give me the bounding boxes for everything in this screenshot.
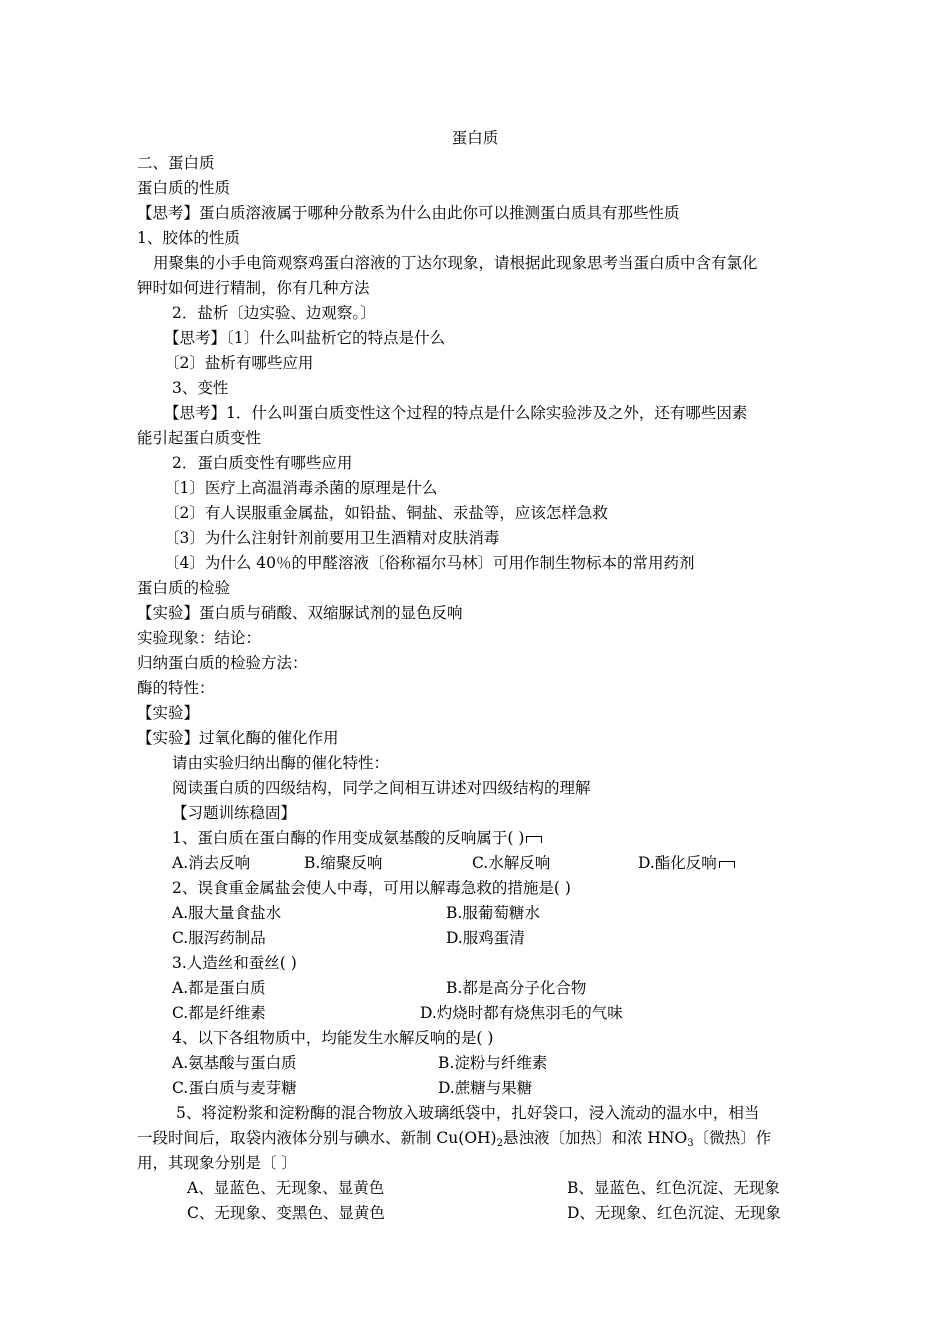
question-line: 〔3〕为什么注射针剂前要用卫生酒精对皮肤消毒 (164, 529, 500, 547)
option-c: C.服泻药制品 (172, 929, 266, 947)
question-5-stem-end: 用，其现象分别是〔 〕 (137, 1154, 297, 1172)
question-3-stem: 3.人造丝和蚕丝( ) (172, 954, 297, 972)
question-5-stem-cont (137, 1128, 771, 1154)
paragraph-line: 请由实验归纳出酶的催化特性： (172, 754, 390, 772)
question-5-text: 悬浊液〔加热〕和浓 HNO (502, 1129, 688, 1147)
section-heading: 二、蛋白质 (137, 154, 215, 172)
paragraph-line: 能引起蛋白质变性 (137, 429, 262, 447)
option-b: B.都是高分子化合物 (446, 979, 587, 997)
question-line: 〔2〕盐析有哪些应用 (164, 354, 314, 372)
paragraph-line: 用聚集的小手电筒观察鸡蛋白溶液的丁达尔现象，请根据此现象思考当蛋白质中含有氯化 (153, 254, 758, 272)
question-4-stem: 4、以下各组物质中，均能发生水解反响的是( ) (172, 1029, 494, 1047)
option-a: A.都是蛋白质 (172, 979, 266, 997)
option-a: A、显蓝色、无现象、显黄色 (187, 1179, 385, 1197)
return-mark-icon (526, 836, 542, 843)
subsection-heading: 蛋白质的性质 (137, 179, 231, 197)
question-5-text: 一段时间后，取袋内液体分别与碘水、新制 Cu(OH) (137, 1129, 497, 1147)
option-c: C.都是纤维素 (172, 1004, 266, 1022)
option-d: D、无现象、红色沉淀、无现象 (567, 1204, 781, 1222)
think-prompt: 【思考】1．什么叫蛋白质变性这个过程的特点是什么除实验涉及之外，还有哪些因素 (164, 404, 748, 422)
subsection-heading: 酶的特性： (137, 679, 215, 697)
option-d: D.蔗糖与果糖 (438, 1079, 533, 1097)
think-prompt: 【思考】〔1〕什么叫盐析它的特点是什么 (164, 329, 446, 347)
paragraph-line: 钾时如何进行精制，你有几种方法 (137, 279, 370, 297)
option-c: C.蛋白质与麦芽糖 (172, 1079, 297, 1097)
question-line: 〔4〕为什么 40％的甲醛溶液〔俗称福尔马林〕可用作制生物标本的常用药剂 (164, 554, 695, 572)
option-b: B.服葡萄糖水 (446, 904, 540, 922)
question-1-stem (172, 828, 542, 848)
option-b: B.淀粉与纤维素 (438, 1054, 548, 1072)
option-d: D.灼烧时都有烧焦羽毛的气味 (420, 1004, 623, 1022)
topic-heading: 1、胶体的性质 (137, 229, 240, 247)
question-2-stem: 2、误食重金属盐会使人中毒，可用以解毒急救的措施是( ) (172, 879, 571, 897)
option-b: B、显蓝色、红色沉淀、无现象 (567, 1179, 780, 1197)
question-line: 〔1〕医疗上高温消毒杀菌的原理是什么 (164, 479, 438, 497)
subscript: 3 (687, 1138, 694, 1149)
paragraph-line: 归纳蛋白质的检验方法： (137, 654, 308, 672)
subsection-heading: 蛋白质的检验 (137, 579, 231, 597)
experiment-line: 【实验】过氧化酶的催化作用 (137, 729, 339, 747)
option-a: A.服大量食盐水 (172, 904, 282, 922)
page-title: 蛋白质 (451, 129, 499, 147)
return-mark-icon (719, 861, 735, 868)
option-a: A.消去反响 (172, 854, 251, 872)
option-c: C、无现象、变黑色、显黄色 (187, 1204, 385, 1222)
paragraph-line: 实验现象：结论： (137, 629, 262, 647)
option-b: B.缩聚反响 (304, 854, 383, 872)
paragraph-line: 阅读蛋白质的四级结构，同学之间相互讲述对四级结构的理解 (172, 779, 591, 797)
question-5-stem: 5、将淀粉浆和淀粉酶的混合物放入玻璃纸袋中，扎好袋口，浸入流动的温水中，相当 (176, 1104, 760, 1122)
question-1-text: 1、蛋白质在蛋白酶的作用变成氨基酸的反响属于( ) (172, 829, 525, 847)
topic-heading: 2．盐析〔边实验、边观察。〕 (172, 304, 376, 322)
question-5-text: 〔微热〕作 (693, 1129, 772, 1147)
question-line: 2．蛋白质变性有哪些应用 (172, 454, 353, 472)
option-a: A.氨基酸与蛋白质 (172, 1054, 297, 1072)
experiment-line: 【实验】蛋白质与硝酸、双缩脲试剂的显色反响 (137, 604, 463, 622)
option-d: D.服鸡蛋清 (446, 929, 525, 947)
think-prompt: 【思考】蛋白质溶液属于哪种分散系为什么由此你可以推测蛋白质具有那些性质 (137, 204, 680, 222)
topic-heading: 3、变性 (172, 379, 229, 397)
option-d (638, 853, 735, 873)
option-d-text: D.酯化反响 (638, 854, 717, 872)
question-line: 〔2〕有人误服重金属盐，如铅盐、铜盐、汞盐等，应该怎样急救 (164, 504, 608, 522)
experiment-line: 【实验】 (137, 704, 200, 722)
exercise-heading: 【习题训练稳固】 (172, 804, 297, 822)
option-c: C.水解反响 (472, 854, 551, 872)
subscript: 2 (496, 1138, 503, 1149)
